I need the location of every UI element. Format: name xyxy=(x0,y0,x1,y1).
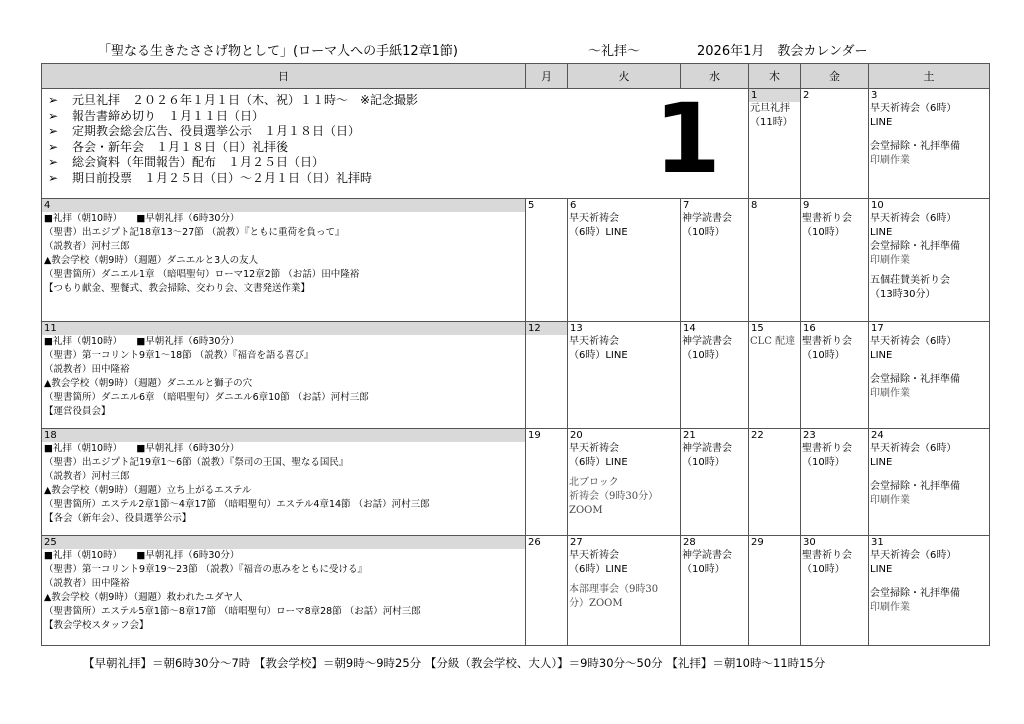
note-text: 北ブロック xyxy=(569,477,619,488)
day-cell xyxy=(526,536,568,646)
service-label: ～礼拝～ xyxy=(588,44,641,59)
day-cell xyxy=(681,429,749,536)
day-number: 7 xyxy=(683,200,690,211)
calendar-title: 2026年1月 教会カレンダー xyxy=(697,44,868,59)
event-text: 神学読書会 xyxy=(682,550,732,561)
col-sun: 日 xyxy=(42,64,526,89)
announcement-item: ➢ 報告書締め切り １月１１日（日） xyxy=(48,108,265,123)
sunday-line: 【つもり献金、聖餐式、教会掃除、交わり会、文書発送作業】 xyxy=(44,283,311,294)
event-text: （10時） xyxy=(802,227,845,238)
note-text: 分）ZOOM xyxy=(569,598,623,609)
event-text: 聖書祈り会 xyxy=(802,336,852,347)
event-text: 早天祈祷会（6時） xyxy=(870,550,957,561)
event-text: （10時） xyxy=(682,564,725,575)
event-text: 元旦礼拝 xyxy=(750,103,790,114)
day-cell xyxy=(869,536,990,646)
day-cell xyxy=(749,429,801,536)
event-text: （13時30分） xyxy=(870,289,936,300)
note-text: 印刷作業 xyxy=(870,495,910,506)
sunday-line: （聖書）出エジプト記19章1～6節（説教）『祭司の王国、聖なる国民』 xyxy=(44,457,349,468)
arrow-bullet-icon: ➢ xyxy=(48,170,59,185)
day-number: 16 xyxy=(803,323,816,334)
week-row-2 xyxy=(42,199,990,322)
day-cell xyxy=(749,199,801,322)
event-text: 会堂掃除・礼拝準備 xyxy=(870,588,960,599)
event-text: 聖書祈り会 xyxy=(802,443,852,454)
day-cell xyxy=(526,322,568,429)
sunday-line: 【教会学校スタッフ会】 xyxy=(44,620,149,631)
day-cell xyxy=(801,429,869,536)
arrow-bullet-icon: ➢ xyxy=(48,124,59,138)
week-row-3 xyxy=(42,322,990,429)
day-number: 15 xyxy=(751,323,764,334)
week-row-5 xyxy=(42,536,990,646)
sunday-line: （説教者）田中隆裕 xyxy=(44,364,130,375)
event-text: （10時） xyxy=(682,227,725,238)
event-text: 五個荘賛美祈り会 xyxy=(870,275,950,286)
day-cell xyxy=(749,322,801,429)
note-text: ZOOM xyxy=(569,505,603,516)
day-cell xyxy=(749,89,801,199)
event-text: （6時）LINE xyxy=(569,457,628,468)
sunday-line: 【運営役員会】 xyxy=(44,406,111,417)
sunday-cell xyxy=(42,536,526,646)
weekday-header-row xyxy=(42,64,990,89)
day-number: 20 xyxy=(570,430,583,441)
event-text: 早天祈祷会 xyxy=(569,443,619,454)
day-cell xyxy=(568,322,681,429)
event-text: 早天祈祷会 xyxy=(569,336,619,347)
col-wed: 水 xyxy=(681,64,749,89)
note-text: 印刷作業 xyxy=(870,602,910,613)
sunday-line: ■礼拝（朝10時） ■早朝礼拝（6時30分） xyxy=(44,550,240,561)
event-text: 早天祈祷会 xyxy=(569,550,619,561)
col-sat: 土 xyxy=(869,64,990,89)
event-text: （6時）LINE xyxy=(569,227,628,238)
event-text: （10時） xyxy=(802,350,845,361)
schedule-legend: 【早朝礼拝】＝朝6時30分～7時 【教会学校】＝朝9時～9時25分 【分級（教会学校、大人）】＝9時30分～50分 【礼拝】＝朝10時～11時15分 xyxy=(83,656,826,670)
day-cell xyxy=(801,536,869,646)
day-number: 24 xyxy=(871,430,884,441)
motto-text: 「聖なる生きたささげ物として」(ローマ人への手紙12章1節) xyxy=(98,44,458,59)
day-cell xyxy=(869,89,990,199)
announcement-item: ➢ 期日前投票 １月２５日（日）～２月１日（日）礼拝時 xyxy=(48,170,373,185)
day-cell xyxy=(568,536,681,646)
col-tue: 火 xyxy=(568,64,681,89)
event-text: （6時）LINE xyxy=(569,564,628,575)
event-text: 聖書祈り会 xyxy=(802,550,852,561)
note-text: CLC 配達 xyxy=(750,336,796,347)
day-number: 29 xyxy=(751,537,764,548)
announcement-item: ➢ 各会・新年会 １月１８日（日）礼拝後 xyxy=(48,139,289,154)
sunday-cell xyxy=(42,322,526,429)
arrow-bullet-icon: ➢ xyxy=(48,155,59,169)
sunday-cell xyxy=(42,199,526,322)
day-number: 22 xyxy=(751,430,764,441)
announcement-item: ➢ 総会資料（年間報告）配布 １月２５日（日） xyxy=(48,155,325,169)
calendar-table xyxy=(41,63,990,646)
col-mon: 月 xyxy=(526,64,568,89)
announcement-list xyxy=(42,89,748,186)
col-thu: 木 xyxy=(749,64,801,89)
sunday-line: ■礼拝（朝10時） ■早朝礼拝（6時30分） xyxy=(44,443,240,454)
announcement-item: ➢ 元旦礼拝 ２０２６年１月１日（木、祝）１１時～ ※記念撮影 xyxy=(48,93,419,107)
arrow-bullet-icon: ➢ xyxy=(48,108,59,123)
day-number: 4 xyxy=(42,199,525,212)
day-number: 26 xyxy=(528,537,541,548)
day-number: 12 xyxy=(526,322,567,335)
day-cell xyxy=(681,199,749,322)
arrow-bullet-icon: ➢ xyxy=(48,93,59,107)
event-text: （10時） xyxy=(802,457,845,468)
week-row-1 xyxy=(42,89,990,199)
sunday-line: ▲教会学校（朝9時）（週題）救われたユダヤ人 xyxy=(44,592,243,603)
day-number: 23 xyxy=(803,430,816,441)
day-number: 28 xyxy=(683,537,696,548)
note-text: 本部理事会（9時30 xyxy=(569,584,659,595)
day-number: 3 xyxy=(871,90,878,101)
event-text: 早天祈祷会（6時） xyxy=(870,336,957,347)
day-number: 14 xyxy=(683,323,696,334)
day-cell xyxy=(526,199,568,322)
day-number: 2 xyxy=(803,90,810,101)
event-text: 神学読書会 xyxy=(682,213,732,224)
day-cell xyxy=(568,199,681,322)
sunday-line: （聖書）第一コリント9章19～23節 （説教）『福音の恵みをともに受ける』 xyxy=(44,564,367,575)
event-text: 会堂掃除・礼拝準備 xyxy=(870,141,960,152)
note-text: 印刷作業 xyxy=(870,255,910,266)
day-number: 19 xyxy=(528,430,541,441)
event-text: （10時） xyxy=(802,564,845,575)
event-text: （10時） xyxy=(682,457,725,468)
event-text: （10時） xyxy=(682,350,725,361)
event-text: 聖書祈り会 xyxy=(802,213,852,224)
day-cell xyxy=(801,89,869,199)
day-number: 21 xyxy=(683,430,696,441)
day-number: 11 xyxy=(42,322,525,335)
day-number: 25 xyxy=(42,536,525,549)
event-text: 早天祈祷会（6時） xyxy=(870,103,957,114)
sunday-line: ■礼拝（朝10時） ■早朝礼拝（6時30分） xyxy=(44,336,240,347)
sunday-line: （聖書箇所）ダニエル6章 （暗唱聖句）ダニエル6章10節 （お話）河村三郎 xyxy=(44,392,369,403)
sunday-line: ■礼拝（朝10時） ■早朝礼拝（6時30分） xyxy=(44,213,240,224)
day-cell xyxy=(681,322,749,429)
event-text: 早天祈祷会 xyxy=(569,213,619,224)
sunday-line: （説教者）河村三郎 xyxy=(44,241,130,252)
day-number: 17 xyxy=(871,323,884,334)
day-number: 27 xyxy=(570,537,583,548)
sunday-cell xyxy=(42,429,526,536)
event-text: 早天祈祷会（6時） xyxy=(870,213,957,224)
event-text: LINE xyxy=(870,117,893,128)
event-text: 神学読書会 xyxy=(682,336,732,347)
day-number: 5 xyxy=(528,200,535,211)
note-text: 印刷作業 xyxy=(870,388,910,399)
day-cell xyxy=(801,322,869,429)
day-cell xyxy=(681,536,749,646)
day-number: 9 xyxy=(803,200,810,211)
sunday-line: （説教者）河村三郎 xyxy=(44,471,130,482)
day-number: 8 xyxy=(751,200,758,211)
day-cell xyxy=(526,429,568,536)
day-number: 30 xyxy=(803,537,816,548)
sunday-line: 【各会（新年会）、役員選挙公示】 xyxy=(44,513,192,524)
day-number: 1 xyxy=(749,89,800,102)
sunday-line: ▲教会学校（朝9時）（週題）立ち上がるエステル xyxy=(44,485,252,496)
day-cell xyxy=(869,429,990,536)
day-cell xyxy=(801,199,869,322)
day-number: 18 xyxy=(42,429,525,442)
announcements-cell xyxy=(42,89,749,199)
arrow-bullet-icon: ➢ xyxy=(48,139,59,154)
day-cell xyxy=(869,199,990,322)
sunday-line: （聖書）出エジプト記18章13～27節 （説教）『ともに重荷を負って』 xyxy=(44,227,345,238)
day-number: 31 xyxy=(871,537,884,548)
event-text: LINE xyxy=(870,227,893,238)
sunday-line: （聖書箇所）エステル5章1節～8章17節 （暗唱聖句）ローマ8章28節 （お話）河村三郎 xyxy=(44,606,421,617)
day-number: 6 xyxy=(570,200,577,211)
day-cell xyxy=(869,322,990,429)
event-text: LINE xyxy=(870,564,893,575)
sunday-line: ▲教会学校（朝9時）（週題）ダニエルと3人の友人 xyxy=(44,255,259,266)
announcement-item: ➢ 定期教会総会広告、役員選挙公示 １月１８日（日） xyxy=(48,124,361,138)
day-number: 10 xyxy=(871,200,884,211)
event-text: 会堂掃除・礼拝準備 xyxy=(870,374,960,385)
event-text: LINE xyxy=(870,457,893,468)
event-text: （11時） xyxy=(750,117,793,128)
day-cell xyxy=(568,429,681,536)
day-cell xyxy=(749,536,801,646)
week-row-4 xyxy=(42,429,990,536)
note-text: 印刷作業 xyxy=(870,155,910,166)
sunday-line: （聖書箇所）ダニエル1章 （暗唱聖句）ローマ12章2節 （お話）田中隆裕 xyxy=(44,269,360,280)
sunday-line: （聖書箇所）エステル2章1節～4章17節 （暗唱聖句）エステル4章14節 （お話）河村三郎 xyxy=(44,499,430,510)
sunday-line: （聖書）第一コリント9章1～18節 （説教）『福音を語る喜び』 xyxy=(44,350,314,361)
month-number: 1 xyxy=(654,88,721,195)
header xyxy=(98,40,928,60)
day-number: 13 xyxy=(570,323,583,334)
event-text: LINE xyxy=(870,350,893,361)
event-text: 会堂掃除・礼拝準備 xyxy=(870,481,960,492)
sunday-line: ▲教会学校（朝9時）（週題）ダニエルと獅子の穴 xyxy=(44,378,253,389)
event-text: （6時）LINE xyxy=(569,350,628,361)
event-text: 会堂掃除・礼拝準備 xyxy=(870,241,960,252)
event-text: 早天祈祷会（6時） xyxy=(870,443,957,454)
note-text: 祈祷会（9時30分） xyxy=(569,491,659,502)
col-fri: 金 xyxy=(801,64,869,89)
event-text: 神学読書会 xyxy=(682,443,732,454)
sunday-line: （説教者）田中隆裕 xyxy=(44,578,130,589)
